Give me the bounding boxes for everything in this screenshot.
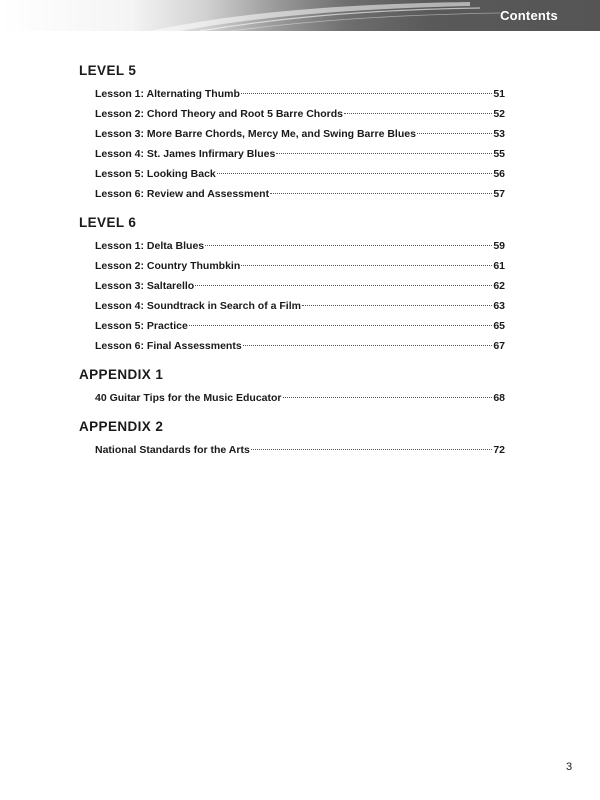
section-heading: LEVEL 6 xyxy=(79,215,137,230)
entry-title: Lesson 4: Soundtrack in Search of a Film xyxy=(95,300,301,312)
toc-entry[interactable] xyxy=(95,440,505,460)
toc-entry[interactable] xyxy=(95,276,505,296)
entry-page-number: 59 xyxy=(493,240,505,252)
entry-page-number: 62 xyxy=(493,280,505,292)
dot-leader xyxy=(241,265,492,266)
entry-page-number: 52 xyxy=(493,108,505,120)
entry-title: Lesson 5: Practice xyxy=(95,320,188,332)
toc-entry[interactable] xyxy=(95,296,505,316)
dot-leader xyxy=(241,93,492,94)
toc-entry[interactable] xyxy=(95,316,505,336)
dot-leader xyxy=(205,245,492,246)
toc-section-level-6 xyxy=(79,214,505,356)
toc-entry[interactable] xyxy=(95,144,505,164)
section-heading: LEVEL 5 xyxy=(79,63,137,78)
entry-title: Lesson 2: Country Thumbkin xyxy=(95,260,241,272)
entry-page-number: 65 xyxy=(493,320,505,332)
toc-entry[interactable] xyxy=(95,104,505,124)
entry-title: Lesson 4: St. James Infirmary Blues xyxy=(95,148,276,160)
toc-entry[interactable] xyxy=(95,388,505,408)
dot-leader xyxy=(276,153,492,154)
dot-leader xyxy=(417,133,492,134)
dot-leader xyxy=(217,173,493,174)
entry-title: Lesson 3: Saltarello xyxy=(95,280,195,292)
section-heading: APPENDIX 2 xyxy=(79,419,164,434)
toc-section-level-5 xyxy=(79,62,505,204)
table-of-contents xyxy=(79,62,505,470)
entry-title: Lesson 2: Chord Theory and Root 5 Barre Chords xyxy=(95,108,343,120)
entry-page-number: 51 xyxy=(493,88,505,100)
toc-entry[interactable] xyxy=(95,336,505,356)
dot-leader xyxy=(251,449,493,450)
entry-page-number: 63 xyxy=(493,300,505,312)
entry-title: Lesson 1: Alternating Thumb xyxy=(95,88,240,100)
section-heading: APPENDIX 1 xyxy=(79,367,164,382)
entry-page-number: 72 xyxy=(493,444,505,456)
dot-leader xyxy=(270,193,492,194)
dot-leader xyxy=(243,345,493,346)
entry-page-number: 55 xyxy=(493,148,505,160)
header-banner xyxy=(0,0,600,31)
toc-section-appendix-1 xyxy=(79,366,505,408)
entry-title: Lesson 6: Review and Assessment xyxy=(95,188,270,200)
entry-title: Lesson 6: Final Assessments xyxy=(95,340,242,352)
toc-entry[interactable] xyxy=(95,256,505,276)
header-title: Contents xyxy=(500,8,558,23)
entry-page-number: 57 xyxy=(493,188,505,200)
toc-entry[interactable] xyxy=(95,236,505,256)
entry-title: National Standards for the Arts xyxy=(95,444,250,456)
entry-page-number: 61 xyxy=(493,260,505,272)
page-number: 3 xyxy=(566,761,573,773)
toc-entry[interactable] xyxy=(95,84,505,104)
dot-leader xyxy=(302,305,492,306)
entry-title: 40 Guitar Tips for the Music Educator xyxy=(95,392,282,404)
entry-page-number: 56 xyxy=(493,168,505,180)
toc-entry[interactable] xyxy=(95,184,505,204)
toc-section-appendix-2 xyxy=(79,418,505,460)
entry-page-number: 68 xyxy=(493,392,505,404)
dot-leader xyxy=(344,113,492,114)
entry-title: Lesson 5: Looking Back xyxy=(95,168,216,180)
toc-entry[interactable] xyxy=(95,164,505,184)
toc-entry[interactable] xyxy=(95,124,505,144)
dot-leader xyxy=(283,397,493,398)
entry-page-number: 67 xyxy=(493,340,505,352)
dot-leader xyxy=(189,325,493,326)
entry-title: Lesson 3: More Barre Chords, Mercy Me, and Swing Barre Blues xyxy=(95,128,416,140)
dot-leader xyxy=(195,285,492,286)
entry-title: Lesson 1: Delta Blues xyxy=(95,240,205,252)
entry-page-number: 53 xyxy=(493,128,505,140)
